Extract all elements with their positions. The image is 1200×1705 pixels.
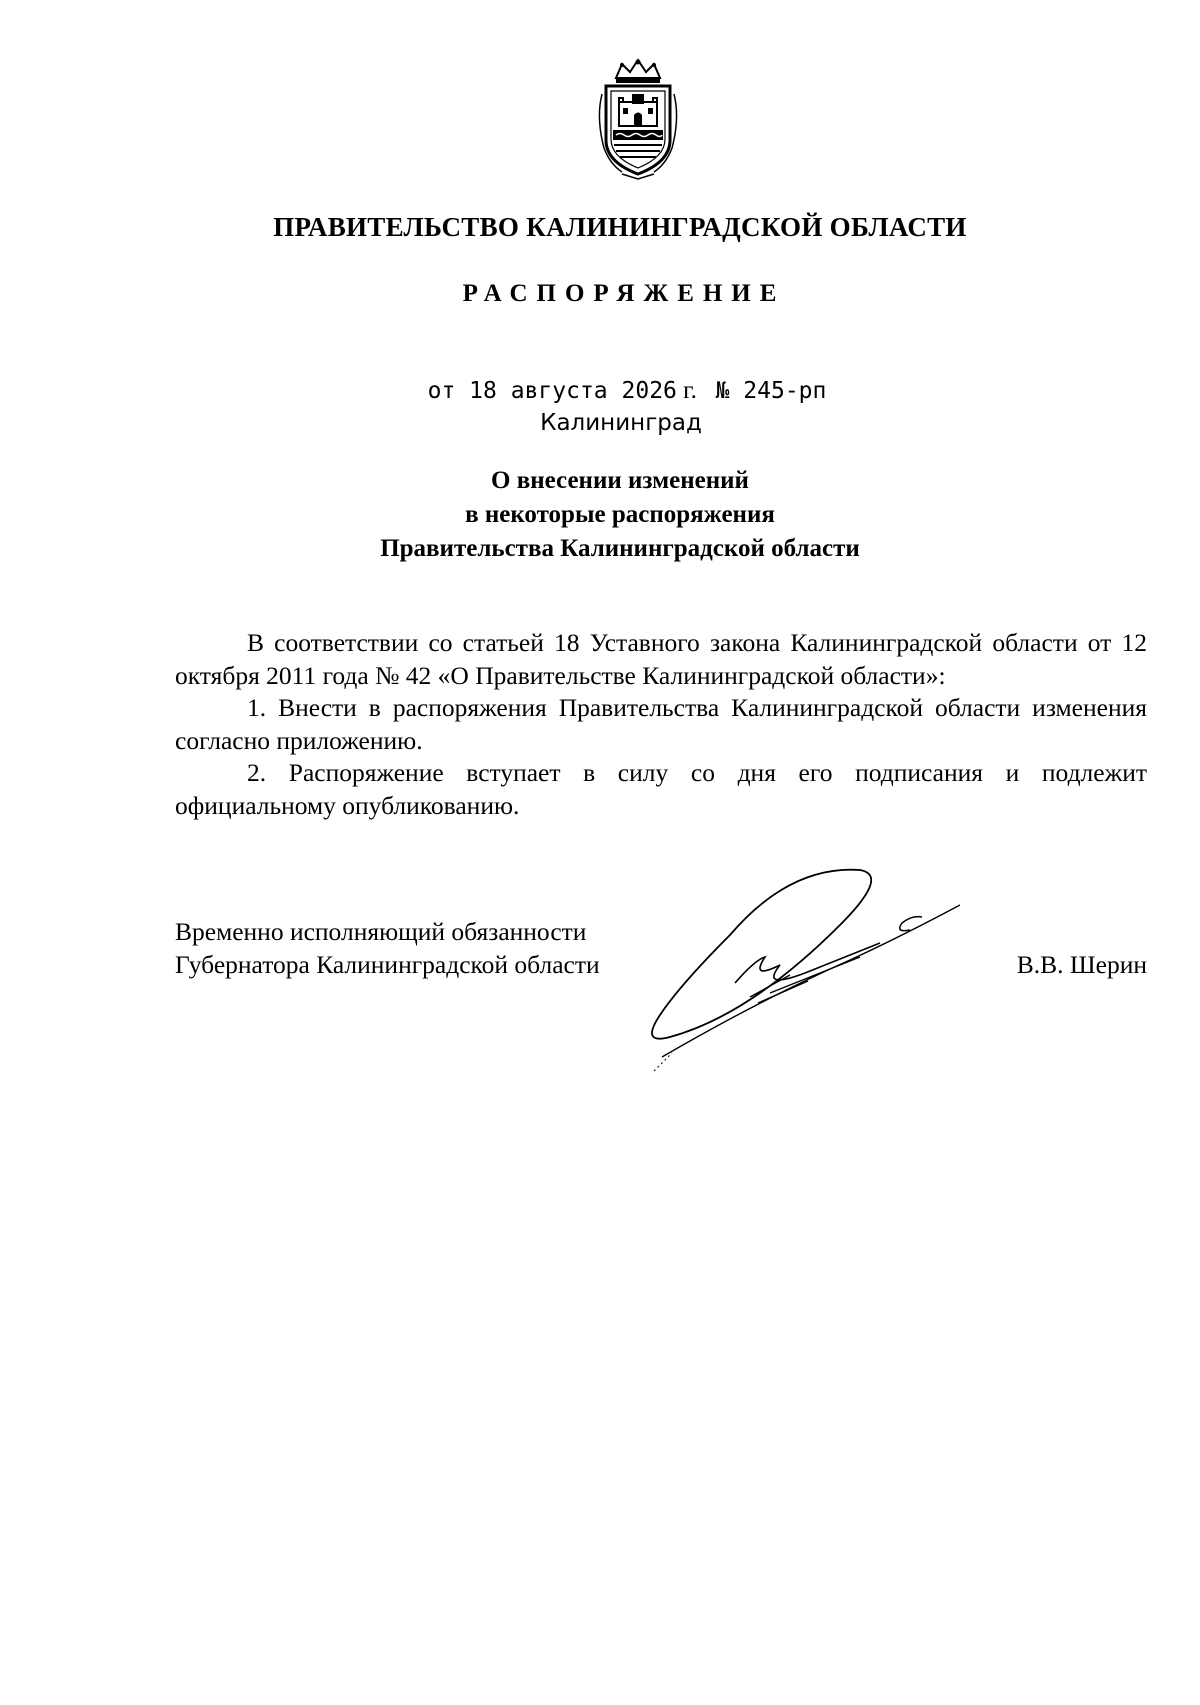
document-type-title: РАСПОРЯЖЕНИЕ [462,280,786,307]
document-number: № 245-рп [715,378,827,404]
body-paragraph-item-1: 1. Внести в распоряжения Правительства Калининградской области изменения согласно приложению. [175,693,1147,755]
signatory-position-line: Губернатора Калининградской области [175,950,600,979]
signatory-name: В.В. Шерин [1016,950,1147,979]
organization-title: ПРАВИТЕЛЬСТВО КАЛИНИНГРАДСКОЙ ОБЛАСТИ [273,212,967,242]
body-paragraph-preamble: В соответствии со статьей 18 Уставного закона Калининградской области от 12 октября 2011 года № 42 «О Правительстве Калининградской области»: [175,628,1147,690]
subject-line: в некоторые распоряжения [465,501,775,528]
document-city: Калининград [540,410,702,436]
document-body [175,627,1147,822]
document-date: от 18 августа 2026 [427,378,677,404]
subject-line: О внесении изменений [491,467,749,494]
subject-line: Правительства Калининградской области [380,535,860,562]
handwritten-signature-icon [640,865,970,1075]
body-paragraph-item-2: 2. Распоряжение вступает в силу со дня его подписания и подлежит официальному опубликованию. [175,758,1147,820]
signatory-position-line: Временно исполняющий обязанности [175,917,587,946]
registration-line [0,377,1200,405]
document-date-year-suffix: г. [683,377,697,404]
document-subject [0,464,1200,566]
coat-of-arms-icon [592,58,684,180]
